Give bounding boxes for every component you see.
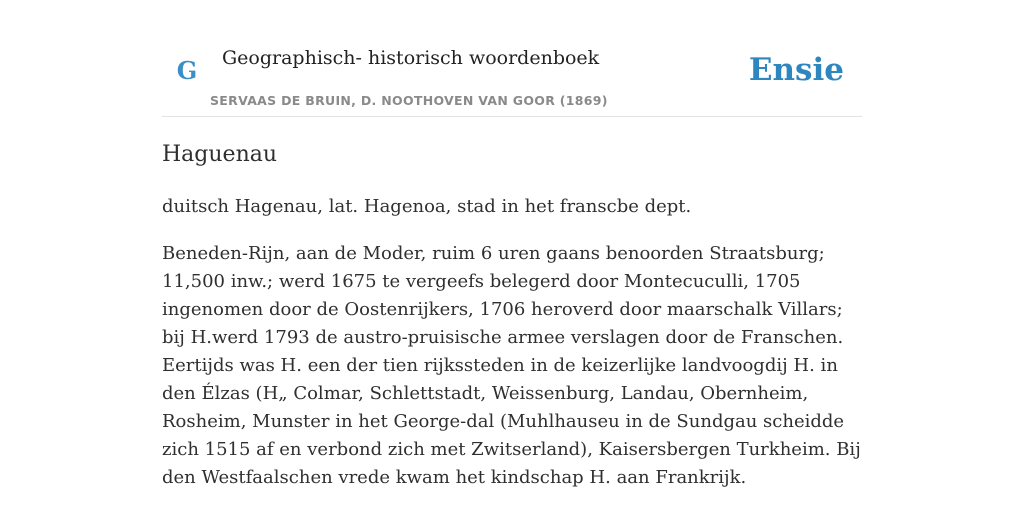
ensie-logo[interactable]: Ensie bbox=[748, 52, 844, 88]
book-title-link[interactable]: Geographisch- historisch woordenboek bbox=[222, 47, 600, 69]
entry-title: Haguenau bbox=[162, 142, 278, 167]
book-letter-badge[interactable]: G bbox=[176, 56, 198, 85]
entry-paragraph: Beneden-Rijn, aan de Moder, ruim 6 uren gaans benoorden Straatsburg; 11,500 inw.; werd 1675 te vergeefs belegerd door Montecuculli, 1705 ingenomen door de Oostenrijkers, 1706 heroverd door maarschalk Villars; bij H.werd 1793 de austro-pruisische armee verslagen door de Franschen. Eertijds was H. een der tien rijkssteden in de keizerlijke landvoogdij H. in den Élzas (H„ Colmar, Schlettstadt, Weissenburg, Landau, Obernheim, Rosheim, Munster in het George-dal (Muhlhauseu in de Sundgau scheidde zich 1515 af en verbond zich met Zwitserland), Kaisersbergen Turkheim. Bij den Westfaalschen vrede kwam het kindschap H. aan Frankrijk. bbox=[162, 243, 861, 488]
book-header bbox=[162, 0, 862, 117]
entry-paragraph: duitsch Hagenau, lat. Hagenoa, stad in het franscbe dept. bbox=[162, 196, 692, 217]
book-authors-year: SERVAAS DE BRUIN, D. NOOTHOVEN VAN GOOR (1869) bbox=[210, 93, 608, 108]
